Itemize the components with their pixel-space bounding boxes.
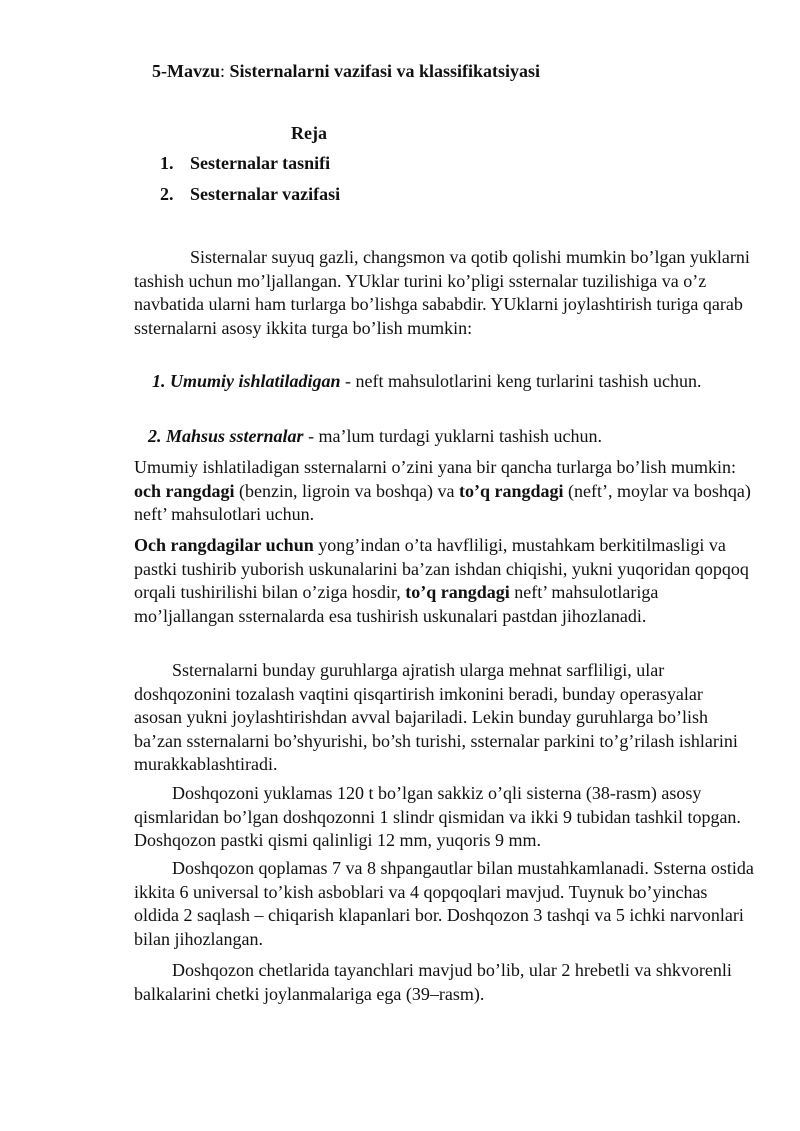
intro-paragraph: Sisternalar suyuq gazli, changsmon va qotib qolishi mumkin bo’lgan yuklarni tashish uchun mo’ljallangan. YUklar turini ko’pligi ssternalar tuzilishiga va o’z navbatida ularni ham turlarga bo’lishga sababdir. YUklarni joylashtirish turiga qarab ssternalarni asosy ikkita turga bo’lish mumkin:	[134, 247, 750, 338]
type-item-2	[148, 425, 748, 449]
text-run: Umumiy ishlatiladigan ssternalarni o’zini yana bir qancha turlarga bo’lish mumkin:	[134, 457, 737, 477]
text-run: (benzin, ligroin va boshqa) va	[234, 480, 459, 501]
bold-term-light: och rangdagi	[134, 480, 235, 501]
plan-title: Reja	[291, 123, 327, 143]
body-paragraph: Doshqozon chetlarida tayanchlari mavjud bo’lib, ular 2 hrebetli va shkvorenli balkalarini chetki joylanmalariga ega (39–rasm).	[134, 960, 732, 1004]
text-run: neft’ mahsulotlariga mo’ljallangan ssternalarda esa tushirish uskunalari pastdan jihozlanadi.	[134, 582, 659, 626]
type-item-1	[152, 370, 764, 394]
type-term: Mahsus ssternalar	[166, 426, 304, 446]
text-run: (neft’, moylar va boshqa) neft’ mahsulotlari uchun.	[134, 480, 751, 524]
bold-term-dark: to’q rangdagi	[405, 582, 510, 602]
light-products-paragraph	[134, 534, 754, 628]
topic-colon: :	[219, 61, 230, 81]
plan-item	[160, 183, 340, 207]
plan-item-text: Sesternalar tasnifi	[190, 153, 331, 173]
plan-item-number: 1.	[160, 153, 174, 173]
plan-item-text: Sesternalar vazifasi	[190, 184, 341, 204]
type-number: 1.	[152, 371, 166, 391]
plan-item	[160, 152, 330, 176]
body-paragraph: Doshqozoni yuklamas 120 t bo’lgan sakkiz o’qli sisterna (38-rasm) asosy qismlaridan bo’lgan doshqozonni 1 slindr qismidan va ikki 9 tubidan tashkil topgan. Doshqozon pastki qismi qalinligi 12 mm, yuqoris 9 mm.	[134, 783, 741, 850]
topic-prefix: 5-Mavzu	[152, 61, 220, 81]
body-paragraph: Ssternalarni bunday guruhlarga ajratish ularga mehnat sarfliligi, ular doshqozonini tozalash vaqtini qisqartirish imkonini beradi, bunday operasyalar asosan yukni joylashtirishdan avval bajariladi. Lekin bunday guruhlarga bo’lish ba’zan ssternalarni bo’shyurishi, bo’sh turishi, ssternalar parkini to’g’rilash ishlarini murakkablashtiradi.	[134, 660, 738, 774]
type-number: 2.	[148, 426, 162, 446]
type-description: - ma’lum turdagi yuklarni tashish uchun.	[303, 426, 603, 446]
body-paragraph: Doshqozon qoplamas 7 va 8 shpangautlar bilan mustahkamlanadi. Ssterna ostida ikkita 6 universal to’kish asboblari va 4 qopqoqlari mavjud. Tuynuk bo’yinchas oldida 2 saqlash – chiqarish klapanlari bor. Doshqozon 3 tashqi va 5 ichki narvonlari bilan jihozlangan.	[134, 858, 754, 949]
type-term: Umumiy ishlatiladigan	[170, 371, 341, 391]
bold-term-light: Och rangdagilar uchun	[134, 535, 314, 555]
topic-title: Sisternalarni vazifasi va klassifikatsiyasi	[229, 61, 541, 81]
general-types-paragraph	[134, 456, 754, 527]
text-run: yong’indan o’ta havfliligi, mustahkam berkitilmasligi va pastki tushirib yuborish uskunalarini ba’zan ishdan chiqishi, yukni yuqoridan qopqoq orqali tushirilishi bilan o’ziga hosdir,	[134, 535, 749, 602]
type-description: - neft mahsulotlarini keng turlarini tashish uchun.	[340, 371, 702, 391]
topic-heading	[152, 60, 540, 84]
plan-item-number: 2.	[160, 184, 174, 204]
bold-term-dark: to’q rangdagi	[458, 480, 564, 501]
